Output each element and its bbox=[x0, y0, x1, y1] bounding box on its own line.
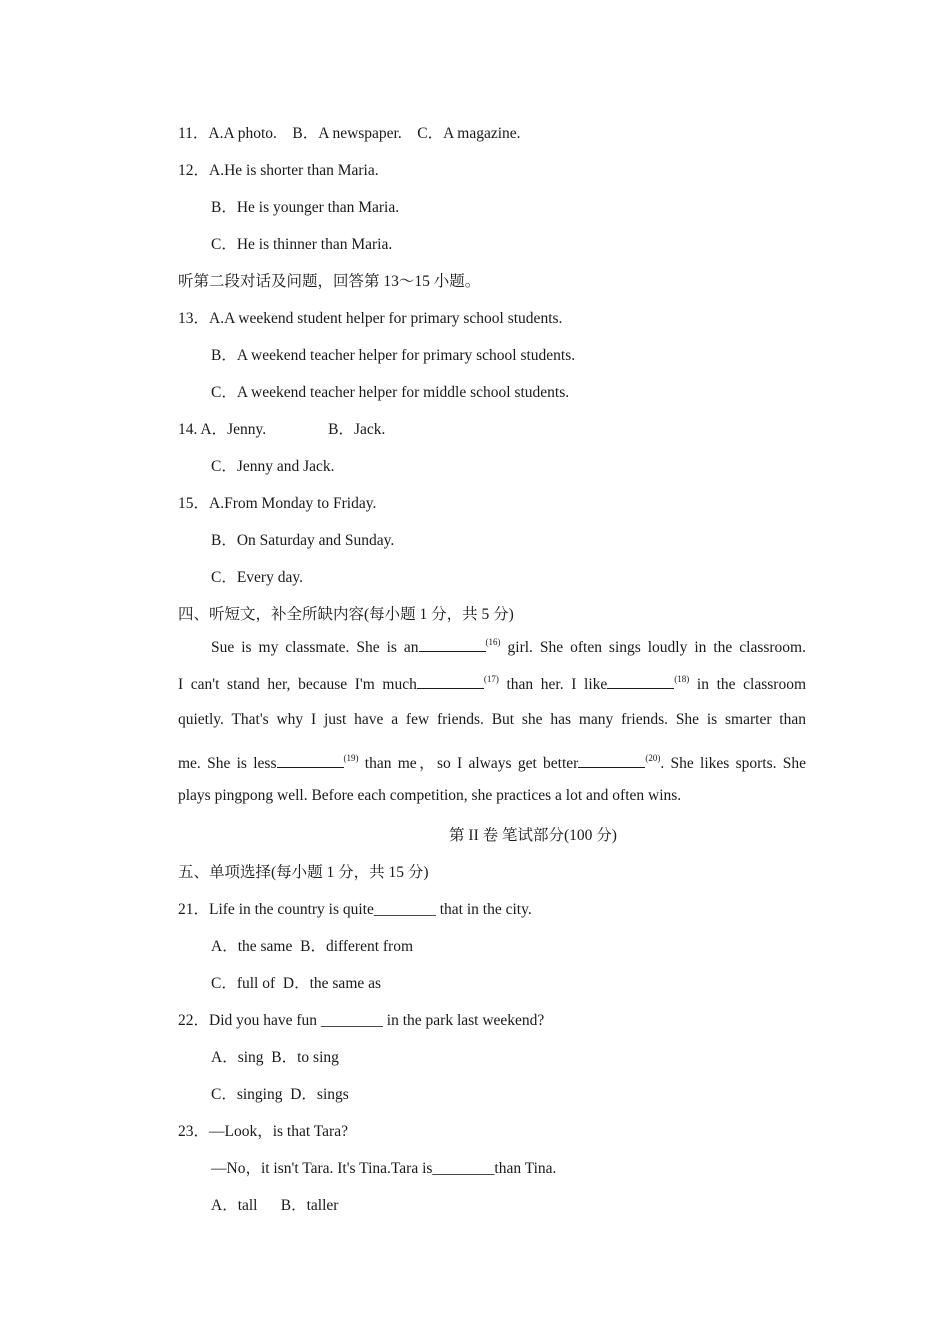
question-23-options-ab: A．tall B．taller bbox=[211, 1197, 339, 1214]
question-13-option-b: B．A weekend teacher helper for primary school students. bbox=[211, 347, 576, 364]
passage-text: me. She is less bbox=[178, 755, 277, 772]
question-12-option-b: B．He is younger than Maria. bbox=[211, 199, 400, 216]
question-15-option-c: C．Every day. bbox=[211, 569, 303, 586]
dialogue-2-instruction: 听第二段对话及问题，回答第 13～15 小题。 bbox=[178, 273, 481, 290]
blank-number-20: (20) bbox=[645, 753, 661, 763]
blank-19[interactable] bbox=[277, 755, 344, 768]
part-2-heading: 第 II 卷 笔试部分(100 分) bbox=[449, 827, 617, 844]
passage-text: girl. She often sings loudly in the classroom. bbox=[500, 639, 806, 656]
question-23-line-2: —No，it isn't Tara. It's Tina.Tara is________than Tina. bbox=[211, 1160, 557, 1177]
blank-20[interactable] bbox=[578, 755, 645, 768]
blank-number-16: (16) bbox=[485, 637, 501, 647]
question-21-options-cd: C．full of D．the same as bbox=[211, 975, 382, 992]
passage-text: I can't stand her, because I'm much bbox=[178, 676, 417, 693]
blank-number-18: (18) bbox=[674, 674, 690, 684]
passage-line-1 bbox=[178, 637, 806, 657]
passage-line-2 bbox=[178, 674, 806, 694]
passage-line-5: plays pingpong well. Before each competition, she practices a lot and often wins. bbox=[178, 787, 682, 804]
passage-text: in the classroom bbox=[689, 676, 807, 693]
passage-line-3: quietly. That's why I just have a few friends. But she has many friends. She is smarter than bbox=[178, 711, 806, 728]
question-22-stem: 22．Did you have fun ________ in the park last weekend? bbox=[178, 1012, 545, 1029]
passage-text: . She likes sports. She bbox=[660, 755, 807, 772]
question-14-option-c: C．Jenny and Jack. bbox=[211, 458, 335, 475]
question-21-stem: 21．Life in the country is quite________ that in the city. bbox=[178, 901, 532, 918]
passage-line-4 bbox=[178, 751, 806, 773]
blank-18[interactable] bbox=[607, 676, 674, 689]
question-23-stem: 23．—Look，is that Tara? bbox=[178, 1123, 348, 1140]
section-4-heading: 四、听短文，补全所缺内容(每小题 1 分，共 5 分) bbox=[178, 606, 514, 623]
question-12-option-c: C．He is thinner than Maria. bbox=[211, 236, 393, 253]
question-13-option-c: C．A weekend teacher helper for middle school students. bbox=[211, 384, 570, 401]
question-13-option-a: 13．A.A weekend student helper for primary school students. bbox=[178, 310, 563, 327]
question-14-options-ab: 14. A．Jenny. B．Jack. bbox=[178, 421, 386, 438]
blank-number-17: (17) bbox=[483, 674, 499, 684]
section-5-heading: 五、单项选择(每小题 1 分，共 15 分) bbox=[178, 864, 429, 881]
question-15-option-b: B．On Saturday and Sunday. bbox=[211, 532, 395, 549]
question-22-options-cd: C．singing D．sings bbox=[211, 1086, 349, 1103]
question-21-options-ab: A．the same B．different from bbox=[211, 938, 414, 955]
question-15-option-a: 15．A.From Monday to Friday. bbox=[178, 495, 377, 512]
question-11: 11．A.A photo. B．A newspaper. C．A magazine. bbox=[178, 125, 521, 142]
blank-16[interactable] bbox=[419, 639, 486, 652]
blank-number-19: (19) bbox=[343, 753, 359, 763]
passage-text: than me，so I always get better bbox=[358, 755, 579, 772]
passage-text: Sue is my classmate. She is an bbox=[211, 639, 419, 656]
question-22-options-ab: A．sing B．to sing bbox=[211, 1049, 339, 1066]
blank-17[interactable] bbox=[417, 676, 484, 689]
question-12-option-a: 12．A.He is shorter than Maria. bbox=[178, 162, 379, 179]
passage-text: than her. I like bbox=[498, 676, 608, 693]
